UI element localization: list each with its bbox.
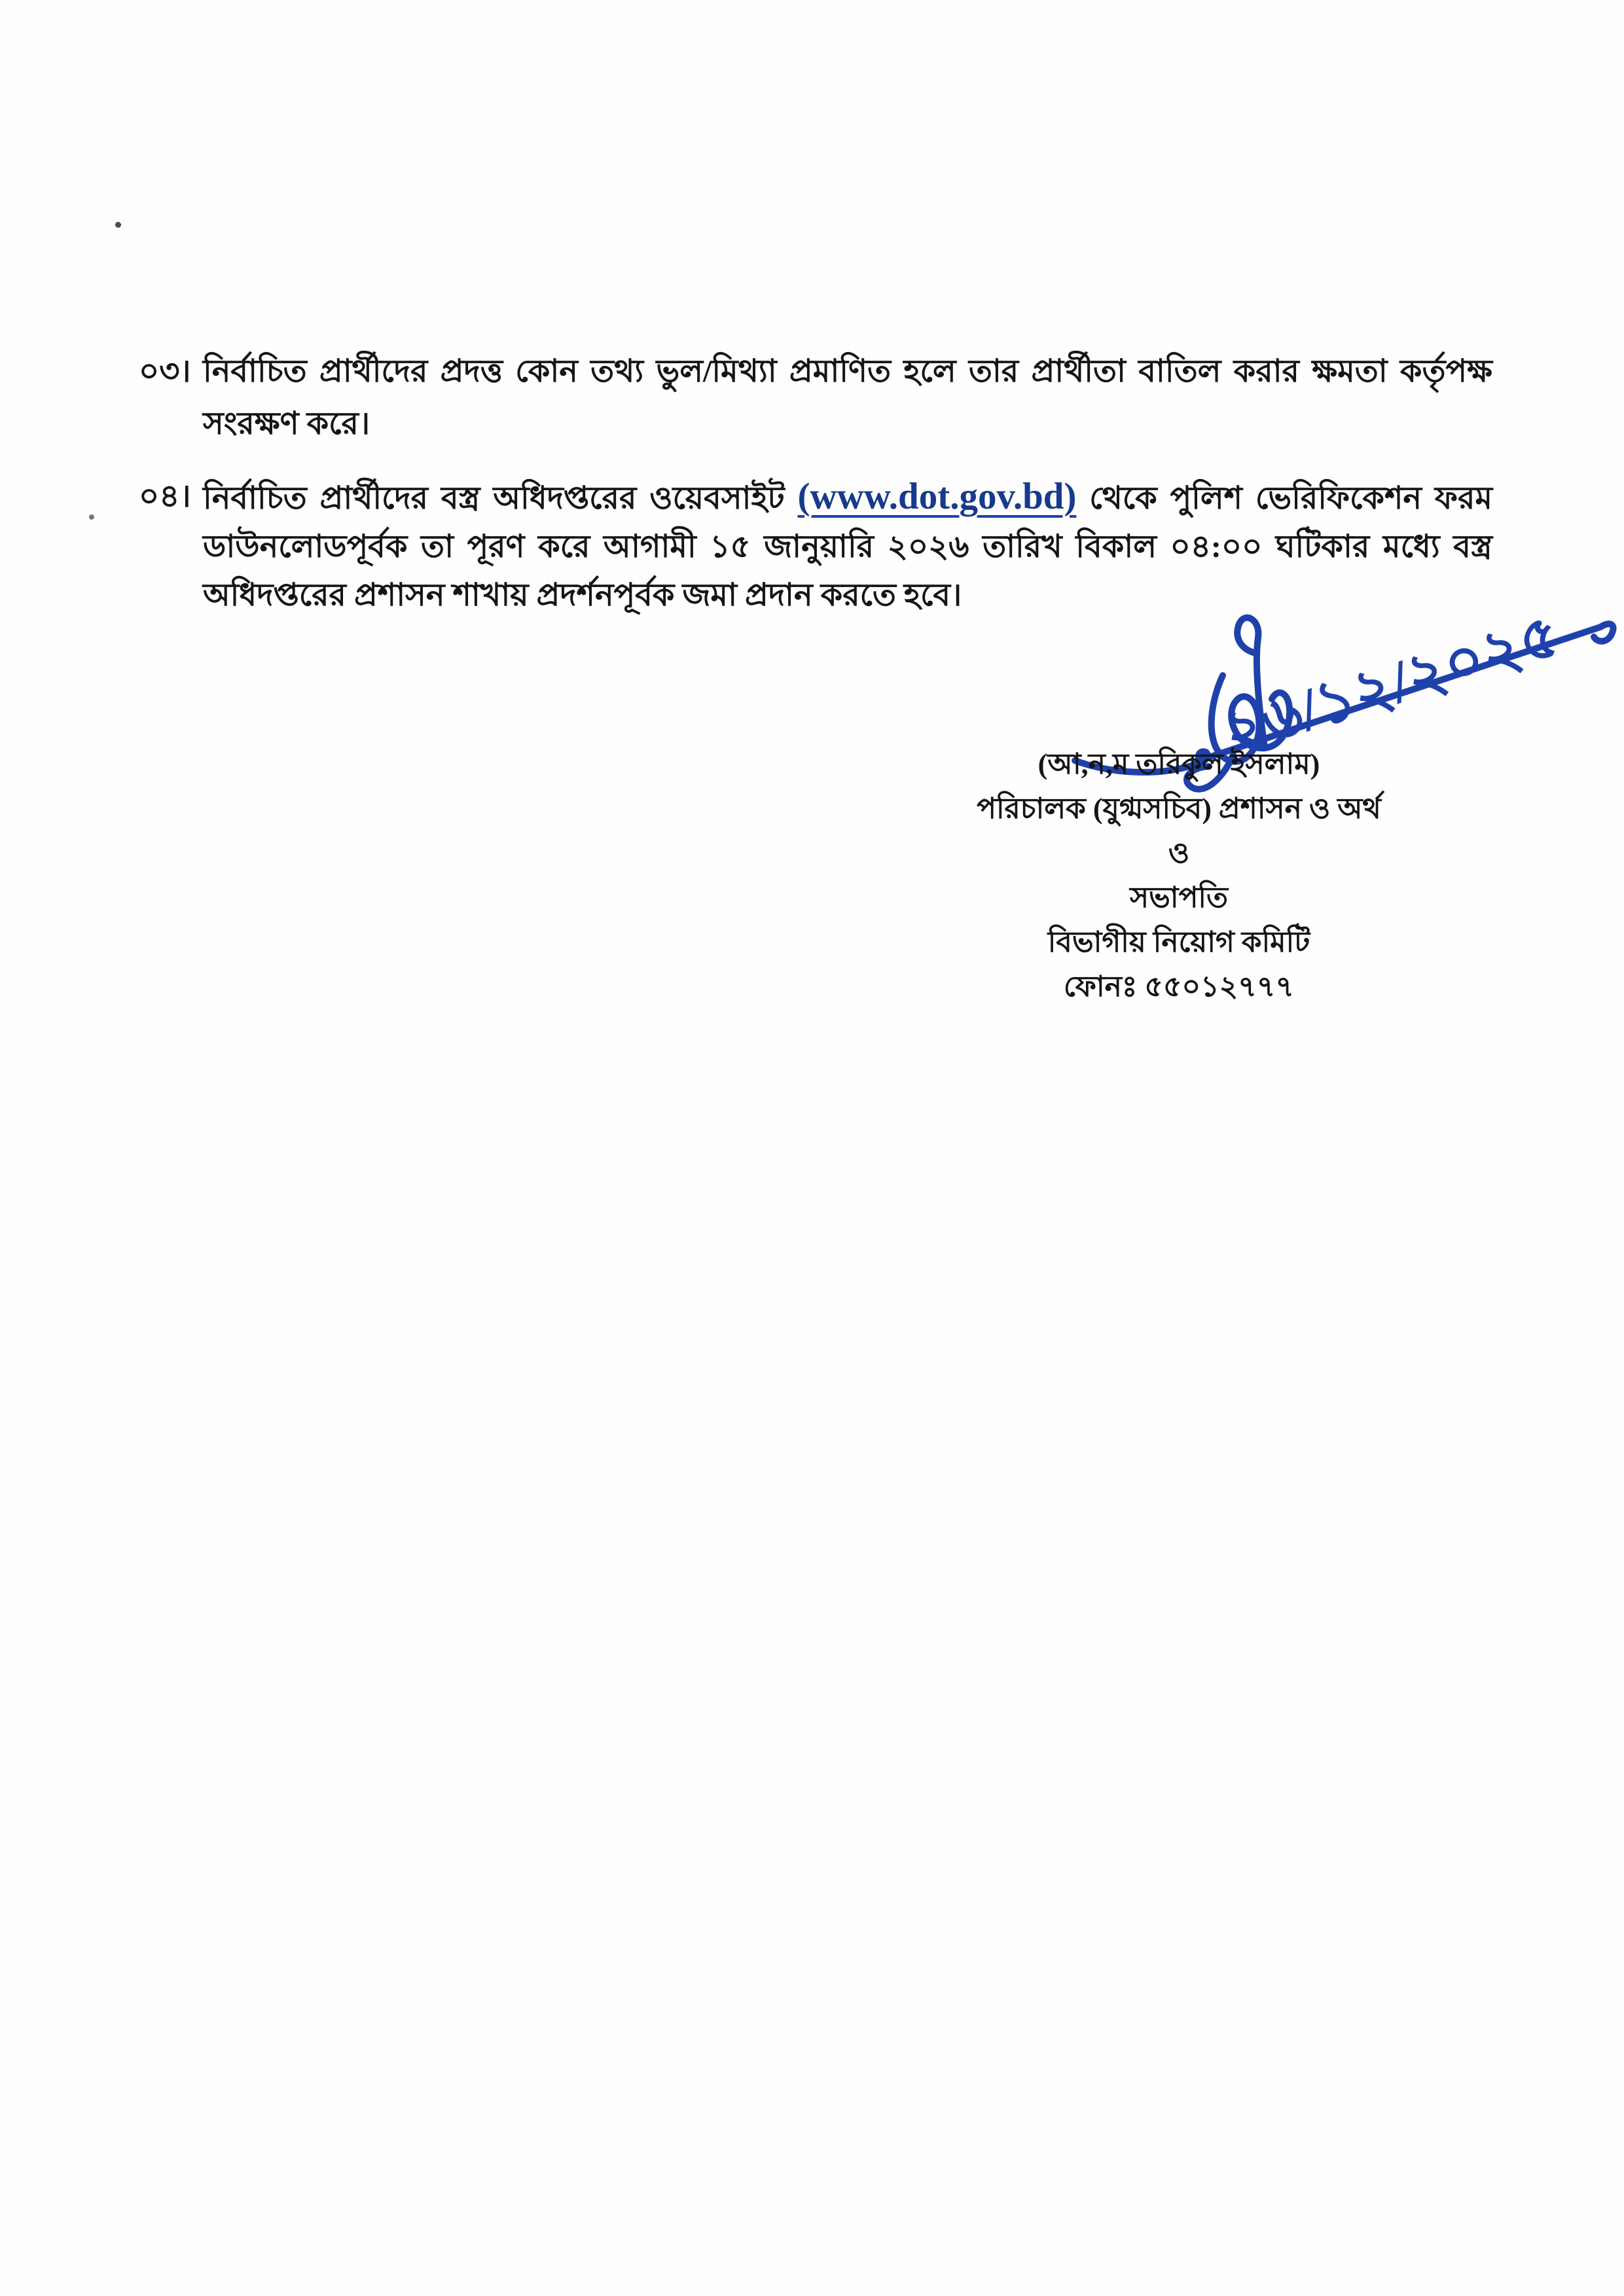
- signatory-role: সভাপতি: [1129, 882, 1229, 914]
- signatory-block: [948, 742, 1410, 1009]
- signatory-name: (আ,ন,ম তরিকুল ইসলাম): [1038, 748, 1320, 780]
- item-number: ০৩।: [139, 354, 191, 389]
- website-link[interactable]: (www.dot.gov.bd): [797, 476, 1077, 517]
- signatory-conjunction: ও: [1168, 837, 1190, 869]
- signatory-title: পরিচালক (যুগ্মসচিব) প্রশাসন ও অর্থ: [977, 793, 1381, 825]
- item-text: [203, 473, 1492, 620]
- item-text-before-link: নির্বাচিত প্রার্থীদের বস্ত্র অধিদপ্তরের ওয়েবসাইট: [203, 481, 798, 516]
- signatory-committee: বিভাগীয় নিয়োগ কমিটি: [1047, 926, 1310, 958]
- signature-date: ২৬/১২/২০২৫: [1216, 601, 1568, 767]
- signatory-phone: ফোনঃ ৫৫০১২৭৭৭: [1063, 971, 1295, 1003]
- item-text-after-link: থেকে পুলিশ ভেরিফিকেশন ফরম ডাউনলোডপূর্বক তা পূরণ করে আগামী ১৫ জানুয়ারি ২০২৬ তারিখ বিকাল ০৪:০০ ঘটিকার মধ্যে বস্ত্র অধিদপ্তরের প্রশাসন শাখায় প্রদর্শনপূর্বক জমা প্রদান করতে হবে।: [203, 481, 1492, 613]
- item-text: নির্বাচিত প্রার্থীদের প্রদত্ত কোন তথ্য ভুল/মিথ্যা প্রমাণিত হলে তার প্রার্থীতা বাতিল করার ক্ষমতা কর্তৃপক্ষ সংরক্ষণ করে।: [203, 354, 1492, 441]
- notice-body: [139, 346, 1492, 620]
- list-item-04: [139, 473, 1492, 620]
- scan-speck: [115, 222, 121, 228]
- list-item-03: [139, 346, 1492, 450]
- item-number: ০৪।: [139, 479, 191, 514]
- scan-speck: [89, 514, 94, 520]
